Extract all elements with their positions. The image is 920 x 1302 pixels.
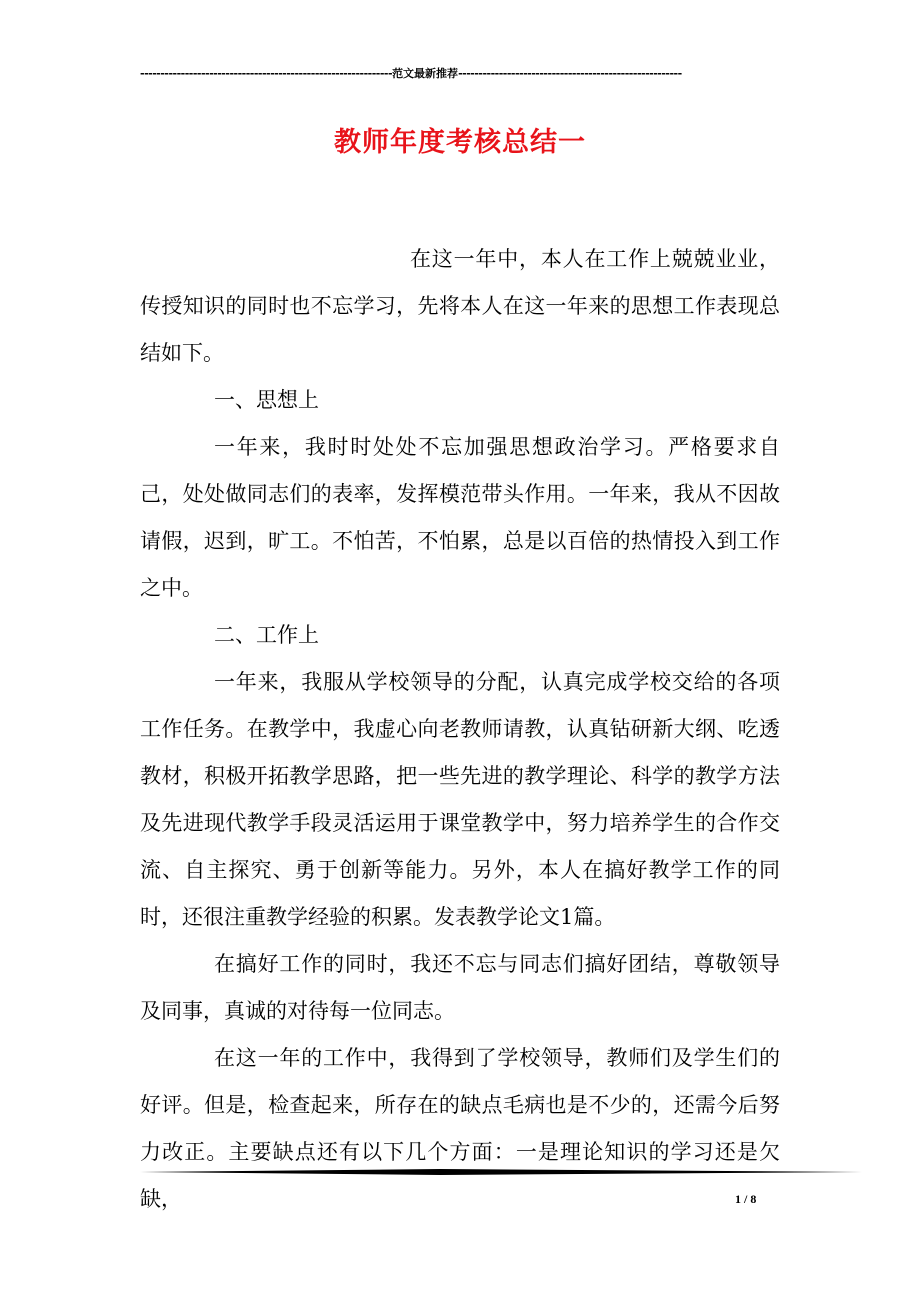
header-dashes-right: ------------------------------------------------------- <box>458 67 682 80</box>
footer-rule <box>140 1168 862 1176</box>
header-dashes-left: -------------------------------------------------------------- <box>140 67 393 80</box>
paragraph-intro: 在这一年中，本人在工作上兢兢业业，传授知识的同时也不忘学习，先将本人在这一年来的思想工作表现总结如下。 <box>140 247 780 365</box>
paragraph-review: 在这一年的工作中，我得到了学校领导，教师们及学生们的好评。但是，检查起来，所存在的缺点毛病也是不少的，还需今后努力改正。主要缺点还有以下几个方面：一是理论知识的学习还是欠缺， <box>140 1046 780 1211</box>
section-heading-thought: 一、思想上 <box>214 388 319 412</box>
paragraph-thought: 一年来，我时时处处不忘加强思想政治学习。严格要求自己，处处做同志们的表率，发挥模范带头作用。一年来，我从不因故请假，迟到，旷工。不怕苦，不怕累，总是以百倍的热情投入到工作之中。 <box>140 435 780 600</box>
header-label: 范文最新推荐 <box>392 67 459 80</box>
paragraph-unity: 在搞好工作的同时，我还不忘与同志们搞好团结，尊敬领导及同事，真诚的对待每一位同志。 <box>140 952 780 1023</box>
section-heading-work: 二、工作上 <box>214 623 319 647</box>
paragraph-work: 一年来，我服从学校领导的分配，认真完成学校交给的各项工作任务。在教学中，我虚心向老教师请教，认真钻研新大纲、吃透教材，积极开拓教学思路，把一些先进的教学理论、科学的教学方法及先进现代教学手段灵活运用于课堂教学中，努力培养学生的合作交流、自主探究、勇于创新等能力。另外，本人在搞好教学工作的同时，还很注重教学经验的积累。发表教学论文1篇。 <box>140 670 780 929</box>
page-header <box>140 66 768 82</box>
document-title: 教师年度考核总结一 <box>334 127 586 158</box>
page-number: 1 / 8 <box>735 1192 757 1206</box>
document-body <box>140 236 780 1223</box>
